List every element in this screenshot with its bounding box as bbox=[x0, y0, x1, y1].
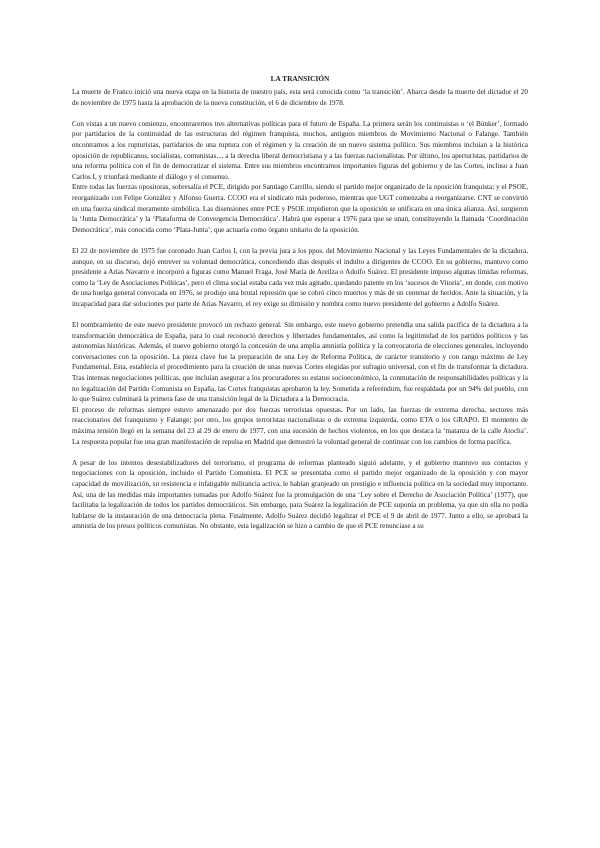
paragraph-terrorism: El proceso de reformas siempre estuvo amenazado por dos fuerzas terroristas opuestas. Por un lado, las fuerzas de extrema derecha, sectores más reaccionarios del franquismo y Falange; por otro, los grupos terroristas nacionalistas o de extrema izquierda, como ETA o los GRAPO. El momento de máxima tensión llegó en la semana del 23 al 29 de enero de 1977, con una sucesión de hechos violentos, en los que destaca la ‘matanza de la calle Atocha’. La respuesta popular fue una gran manifestación de repulsa en Madrid que demostró la voluntad general de continuar con los cambios de forma pacífica. bbox=[72, 405, 528, 446]
paragraph-intro: La muerte de Franco inició una nueva etapa en la historia de nuestro país, esta será conocida como ‘la transición’. Abarca desde la muerte del dictador el 20 de noviembre de 1975 hasta la aprobación de la nueva constitución, el 6 de diciembre de 1978. bbox=[72, 88, 528, 107]
paragraph-juan-carlos: El 22 de noviembre de 1975 fue coronado Juan Carlos I, con la previa jura a los ppos. del Movimiento Nacional y las Leyes Fundamentales de la dictadura, aunque, en su discurso, dejó entrever su voluntad democrática, concediendo días después el indulto a dirigentes de CCOO. En su gobierno, mantuvo como presidente a Arias Navarro e incorporó a figuras como Manuel Fraga, José María de Areilza o Adolfo Suárez. El presidente impuso algunas tímidas reformas, como la ‘Ley de Asociaciones Políticas’, pero el clima social estaba cada vez más agitado, quedando patente en los ‘sucesos de Vitoria’, en donde, con motivo de una huelga general convocada en 1976, se produjo una brutal represión que se cobró cinco muertos y más de un centenar de heridos. Ante la situación, y la incapacidad para dar soluciones por parte de Arias Navarro, el rey exige su dimisión y nombra como nuevo presidente del gobierno a Adolfo Suárez. bbox=[72, 246, 528, 308]
document-body bbox=[72, 74, 528, 532]
paragraph-pce-legalization: A pesar de los intentos desestabilizadores del terrorismo, el programa de reformas planteado siguió adelante, y el gobierno mantuvo sus contactos y negociaciones con la oposición, incluido el Partido Comunista. El PCE se presentaba como el partido mejor organizado de la oposición y con mayor capacidad de movilización, su resistencia e infatigable militancia activa, le habían granjeado un prestigio e influencia política en la sociedad muy importante. Así, una de las medidas más importantes tomadas por Adolfo Suárez fue la promulgación de una ‘Ley sobre el Derecho de Asociación Política’ (1977), que facilitaba la legalización de todos los partidos democráticos. Sin embargo, para Suárez la legalización de PCE suponía un problema, ya que sin ella no podía hablarse de la instauración de una democracia plena. Finalmente, Adolfo Suárez decidió legalizar el PCE el 9 de abril de 1977. Junto a ello, se aprobará la amnistía de los presos políticos comunistas. No obstante, esta legalización se hizo a cambio de que el PCE renunciase a su bbox=[72, 458, 528, 531]
paragraph-opposition: Entre todas las fuerzas opositoras, sobresalía el PCE, dirigido por Santiago Carrillo, siendo el partido mejor organizado de la oposición franquista; y el PSOE, reorganizado con Felipe González y Alfonso Guerra. CCOO era el sindicato más poderoso, mientras que UGT comenzaba a reorganizarse. CNT se convirtió en una fuerza sindical meramente simbólica. Las disensiones entre PCE y PSOE impidieron que la oposición se unificara en una única alianza. Así, surgieron la ‘Junta Democrática’ y la ‘Plataforma de Convergencia Democrática’. Habrá que esperar a 1976 para que se unan, constituyendo la llamada ‘Coordinación Democrática’, más conocida como ‘Plata-Junta’, que actuaría como órgano unitario de la oposición. bbox=[72, 183, 528, 234]
paragraph-suarez: El nombramiento de este nuevo presidente provocó un rechazo general. Sin embargo, este nuevo gobierno pretendía una salida pacífica de la dictadura a la transformación democrática de España, para lo cual reconoció derechos y libertades fundamentales, así como la legitimidad de los partidos políticos y las autonomías históricas. Además, el nuevo gobierno otorgó la concesión de una amplia amnistía política y la convocatoria de elecciones generales, incluyendo conversaciones con la oposición. La pieza clave fue la preparación de una Ley de Reforma Política, de carácter transitorio y con rango máximo de Ley Fundamental. Esta, establecía el procedimiento para la creación de unas nuevas Cortes elegidas por sufragio universal, con el fin de transformar la dictadura. Tras intensas negociaciones políticas, que incluían asegurar a los procuradores su estatus socioeconómico, la conmutación de responsabilidades políticas y la no legalización del Partido Comunista en España, las Cortes franquistas aprobaron la ley. Sometida a referéndum, fue respaldada por un 94% del pueblo, con lo que Suárez culminará la primera fase de una transición legal de la Dictadura a la Democracia. bbox=[72, 321, 528, 404]
paragraph-alternatives: Con vistas a un nuevo comienzo, encontraremos tres alternativas políticas para el futuro de España. La primera serán los continuistas o ‘el Búnker’, formado por partidarios de la continuidad de las estructuras del régimen franquista, muchos, antiguos miembros de Movimiento Nacional o Falange. También encontramos a los rupturistas, partidarios de una ruptura con el régimen y la creación de un nuevo sistema político. Sus miembros incluían a la histórica oposición de republicanos, socialistas, comunistas..., a la derecha liberal democristiana y a las fuerzas nacionalistas. Por último, los aperturistas, partidarios de una reforma política con el fin de democratizar el sistema. Entre sus miembros encontramos importantes figuras del gobierno y de las Cortes, incluso a Juan Carlos I, y triunfará mediante el diálogo y el consenso. bbox=[72, 119, 528, 181]
document-title: LA TRANSICIÓN bbox=[270, 74, 330, 83]
